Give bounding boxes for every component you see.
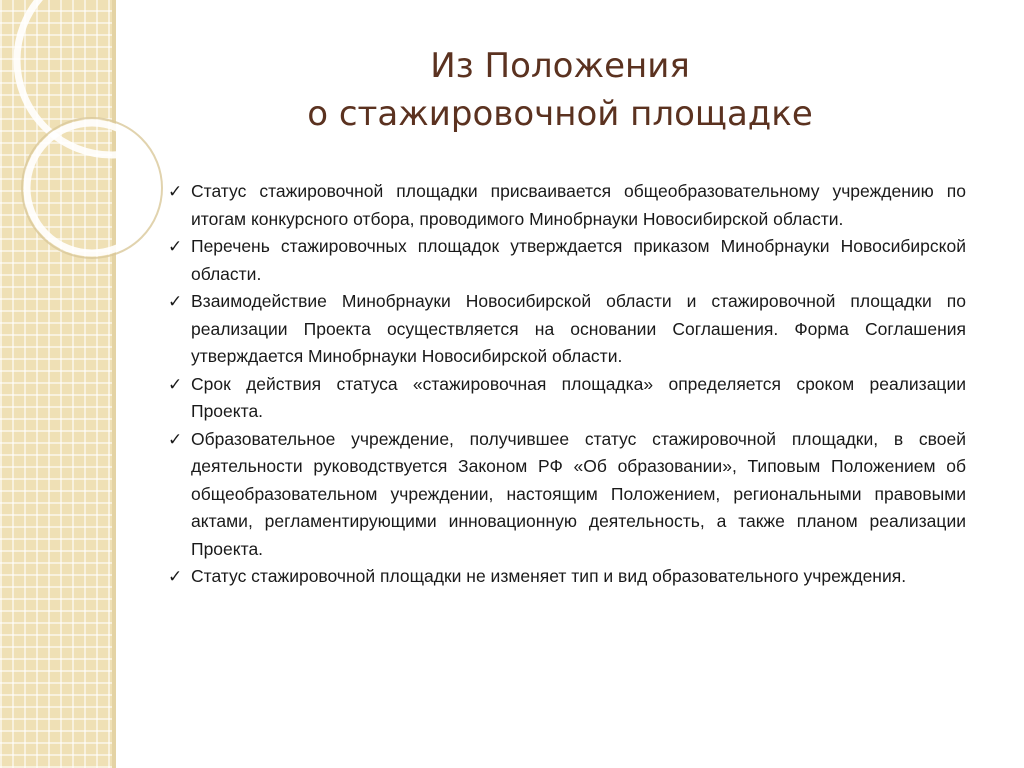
slide-title bbox=[200, 42, 920, 138]
checkmark-icon: ✓ bbox=[168, 374, 183, 394]
list-item-text: Статус стажировочной площадки присваивается общеобразовательному учреждению по итогам конкурсного отбора, проводимого Минобрнауки Новосибирской области. bbox=[191, 181, 966, 229]
list-item-text: Взаимодействие Минобрнауки Новосибирской области и стажировочной площадки по реализации Проекта осуществляется на основании Соглашения. Форма Соглашения утверждается Минобрнауки Новосибирской области. bbox=[191, 291, 966, 366]
slide-title-line-1: Из Положения bbox=[430, 46, 690, 86]
list-item-text: Перечень стажировочных площадок утверждается приказом Минобрнауки Новосибирской области. bbox=[191, 236, 966, 284]
list-item bbox=[168, 233, 966, 288]
list-item-text: Образовательное учреждение, получившее статус стажировочной площадки, в своей деятельности руководствуется Законом РФ «Об образовании», Типовым Положением об общеобразовательном учреждении, настоящим Положением, региональными правовыми актами, регламентирующими инновационную деятельность, а также планом реализации Проекта. bbox=[191, 428, 966, 559]
side-band-edge bbox=[112, 0, 116, 768]
checkmark-icon: ✓ bbox=[168, 237, 183, 256]
checkmark-icon: ✓ bbox=[168, 182, 183, 201]
list-item-text: Срок действия статуса «стажировочная площадка» определяется сроком реализации Проекта. bbox=[191, 373, 966, 421]
list-item-text: Статус стажировочной площадки не изменяет тип и вид образовательного учреждения. bbox=[191, 566, 907, 586]
list-item bbox=[168, 178, 966, 233]
checkmark-icon: ✓ bbox=[168, 567, 183, 586]
list-item bbox=[168, 371, 966, 426]
list-item bbox=[168, 288, 966, 371]
list-item bbox=[168, 426, 966, 564]
decorative-side-band bbox=[0, 0, 116, 768]
list-item bbox=[168, 563, 966, 591]
bullet-list bbox=[168, 178, 966, 591]
checkmark-icon: ✓ bbox=[168, 292, 183, 311]
slide-title-line-2: о стажировочной площадке bbox=[307, 94, 813, 134]
checkmark-icon: ✓ bbox=[168, 429, 183, 449]
